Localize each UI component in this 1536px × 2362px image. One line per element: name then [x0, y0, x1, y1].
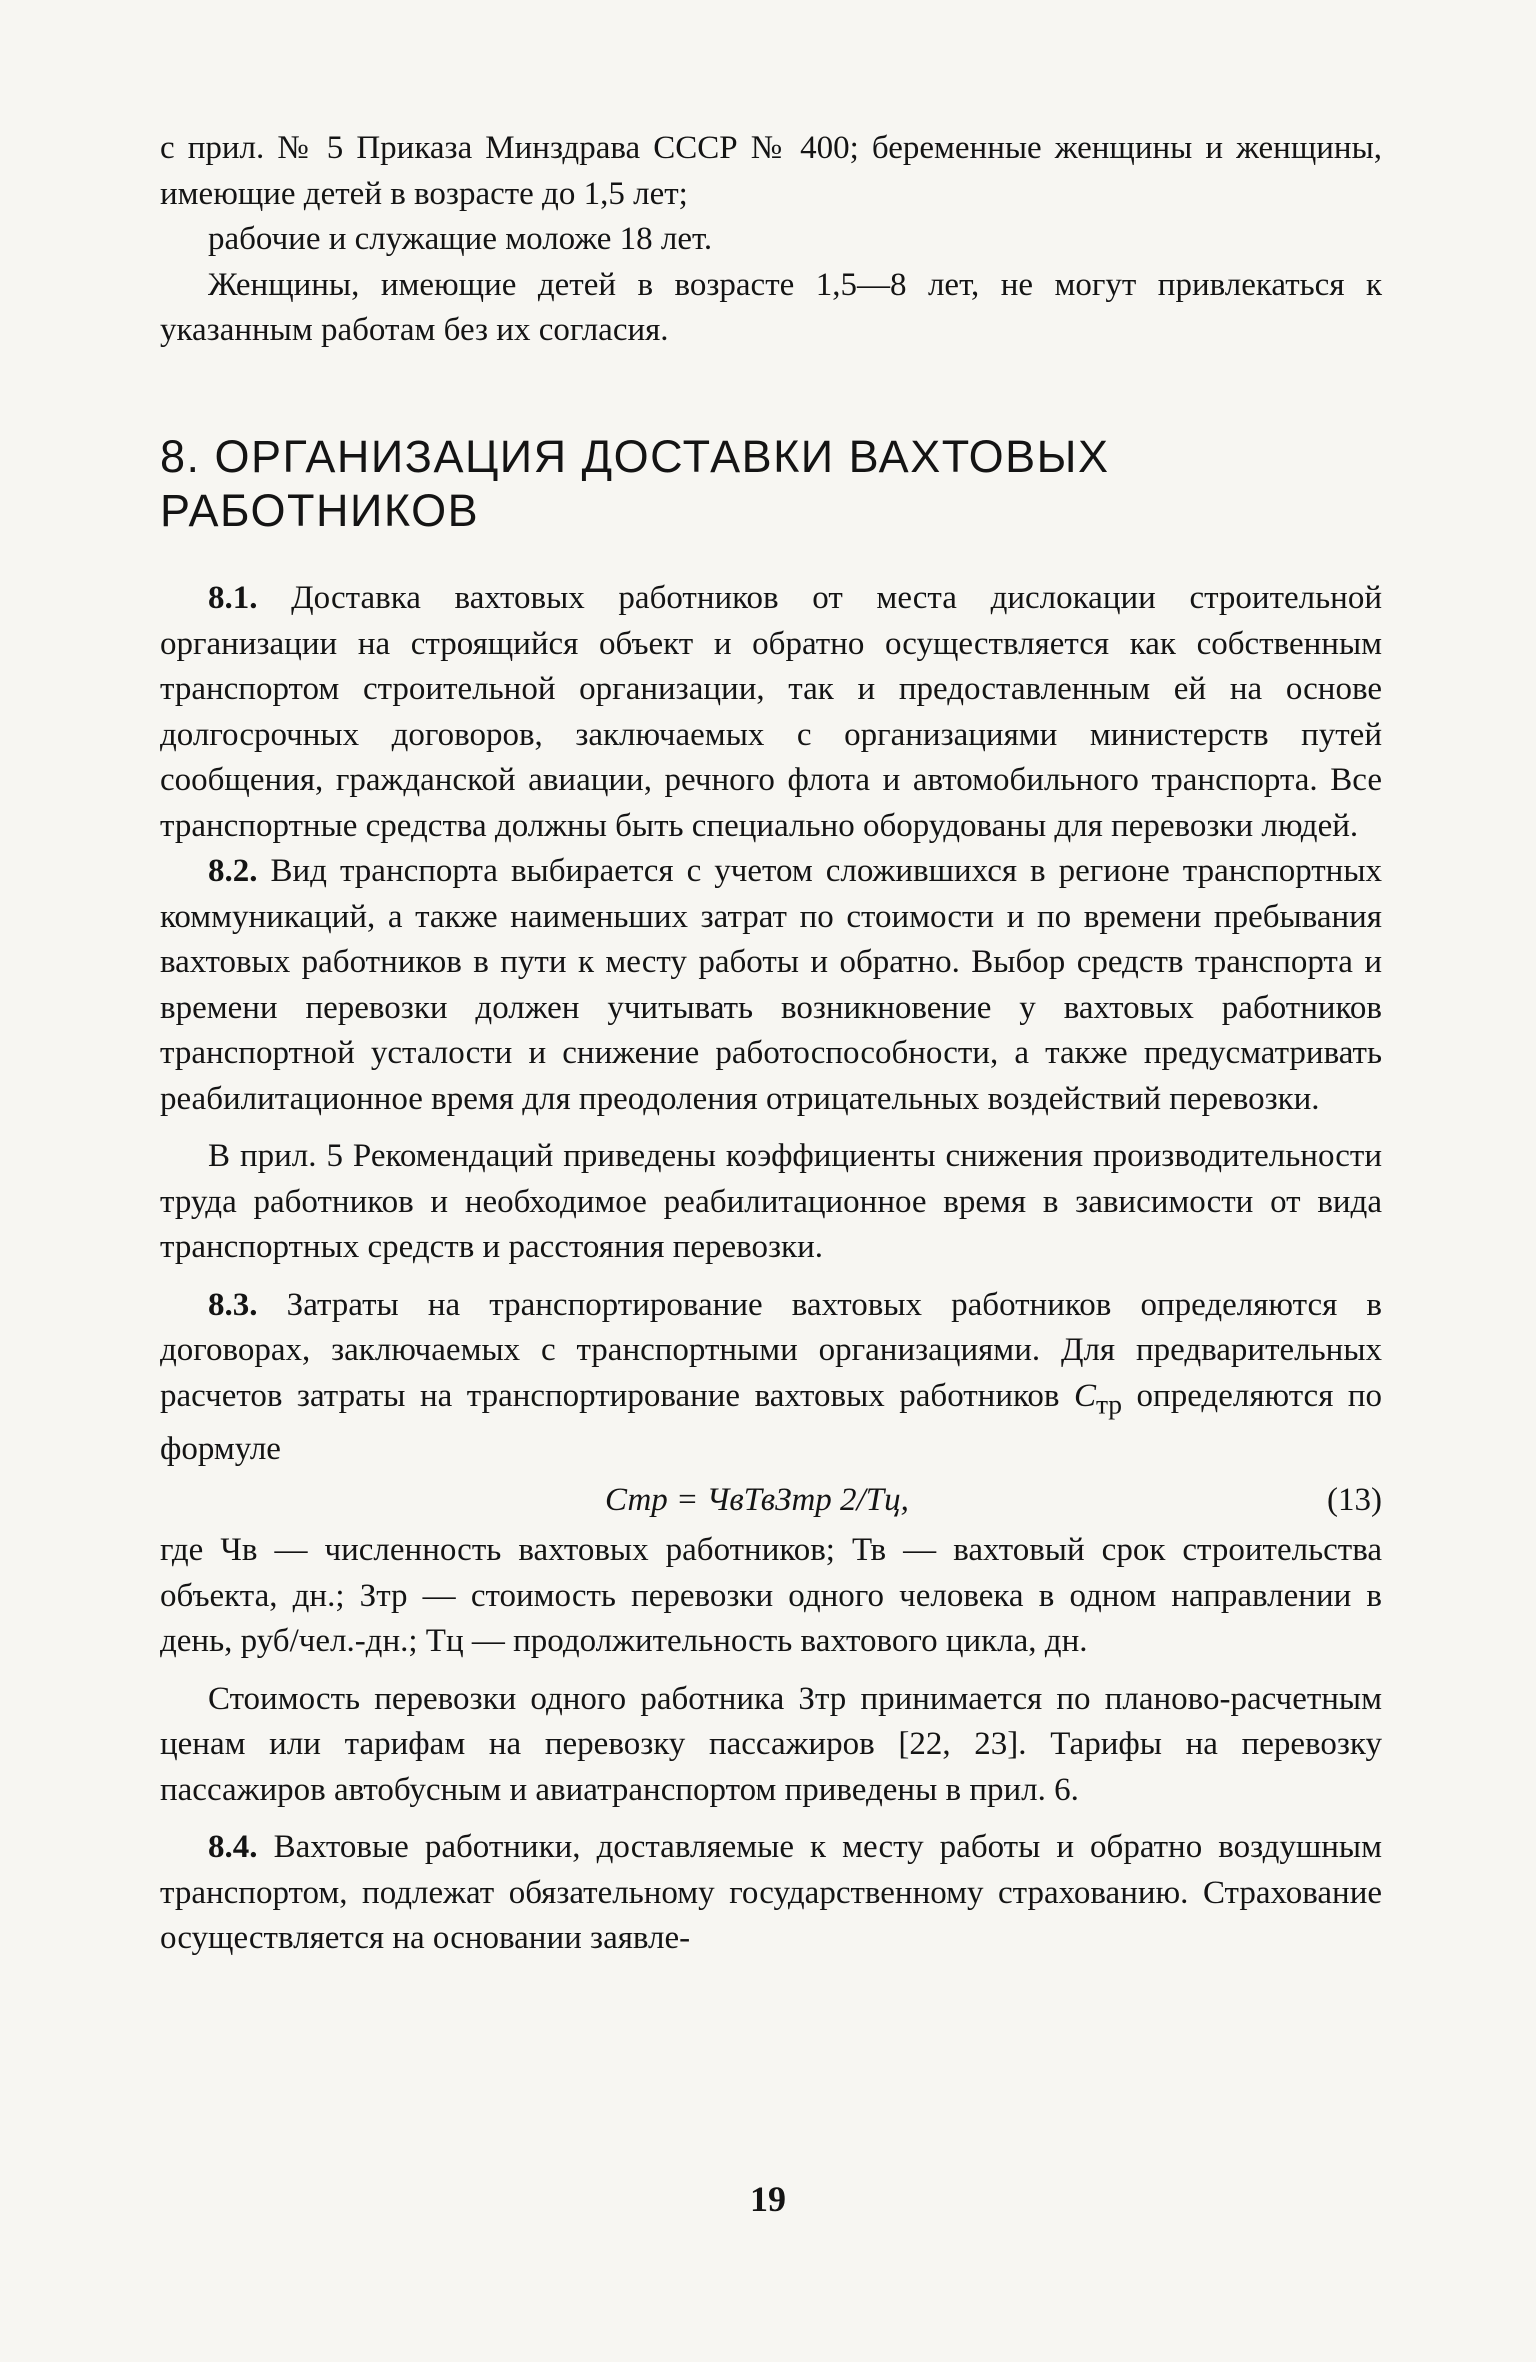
- paragraph-cost: Стоимость перевозки одного работника Зтр принимается по планово-расчетным ценам или тарифам на перевозку пассажиров [22, 23]. Тарифы на перевозку пассажиров автобусным и авиатранспортом приведены в прил. 6.: [160, 1680, 1382, 1808]
- paragraph-number: 8.2.: [208, 853, 258, 889]
- cost-symbol: С: [1073, 1377, 1096, 1414]
- paragraph-text: Затраты на транспортирование вахтовых работников определяются в договорах, заключаемых с транспортными организациями. Для предварительных расчетов затраты на транспортирование вахтовых работников: [160, 1286, 1383, 1414]
- paragraph-recommendations: В прил. 5 Рекомендаций приведены коэффициенты снижения производительности труда работников и необходимое реабилитационное время в зависимости от вида транспортных средств и расстояния перевозки.: [160, 1138, 1382, 1265]
- intro-paragraph-3: Женщины, имеющие детей в возрасте 1,5—8 лет, не могут привлекаться к указанным работам без их согласия.: [160, 266, 1382, 348]
- paragraph-8-1: [160, 576, 1382, 849]
- paragraph-8-3: [160, 1283, 1382, 1473]
- paragraph-text: Доставка вахтовых работников от места дислокации строительной организации на строящийся объект и обратно осуществляется как собственным транспортом строительной организации, так и предоставленным ей на основе долгосрочных договоров, заключаемых с организациями министерств путей сообщения, гражданской авиации, речного флота и автомобильного транспорта. Все транспортные средства должны быть специально оборудованы для перевозки людей.: [160, 580, 1383, 844]
- section-title-line-2: РАБОТНИКОВ: [160, 485, 480, 536]
- paragraph-8-4: [160, 1825, 1382, 1962]
- paragraph-number: 8.4.: [208, 1829, 258, 1866]
- intro-paragraph-2: рабочие и служащие моложе 18 лет.: [208, 221, 713, 257]
- formula-13: [160, 1472, 1382, 1528]
- formula-number: (13): [1327, 1482, 1382, 1519]
- formula-legend: где Чв — численность вахтовых работников; Тв — вахтовый срок строительства объекта, дн.; Зтр — стоимость перевозки одного человека в одном направлении в день, руб/чел.-дн.; Тц — продолжительность вахтового цикла, дн.: [160, 1532, 1382, 1660]
- page-number: 19: [750, 2179, 786, 2219]
- intro-block: [160, 126, 1382, 354]
- paragraph-text: Вахтовые работники, доставляемые к месту работы и обратно воздушным транспортом, подлежат обязательному государственному страхованию. Страхование осуществляется на основании заявле-: [160, 1829, 1382, 1957]
- body-text: [160, 576, 1382, 1962]
- cost-subscript: тр: [1095, 1388, 1123, 1420]
- section-heading: [160, 430, 1382, 538]
- formula-expression: Стр = ЧвТвЗтр 2/Тц,: [605, 1482, 909, 1519]
- intro-paragraph-1: с прил. № 5 Приказа Минздрава СССР № 400; беременные женщины и женщины, имеющие детей в возрасте до 1,5 лет;: [160, 130, 1382, 212]
- paragraph-number: 8.1.: [208, 580, 258, 616]
- paragraph-text: Вид транспорта выбирается с учетом сложившихся в регионе транспортных коммуникаций, а также наименьших затрат по стоимости и по времени пребывания вахтовых работников в пути к месту работы и обратно. Выбор средств транспорта и времени перевозки должен учитывать возникновение у вахтовых работников транспортной усталости и снижение работоспособности, а также предусматривать реабилитационное время для преодоления отрицательных воздействий перевозки.: [160, 853, 1383, 1117]
- paragraph-8-2: [160, 849, 1382, 1122]
- section-title-line-1: 8. ОРГАНИЗАЦИЯ ДОСТАВКИ ВАХТОВЫХ: [160, 431, 1110, 482]
- paragraph-number: 8.3.: [208, 1286, 258, 1323]
- paragraph-text-end: определяются по формуле: [160, 1377, 1383, 1467]
